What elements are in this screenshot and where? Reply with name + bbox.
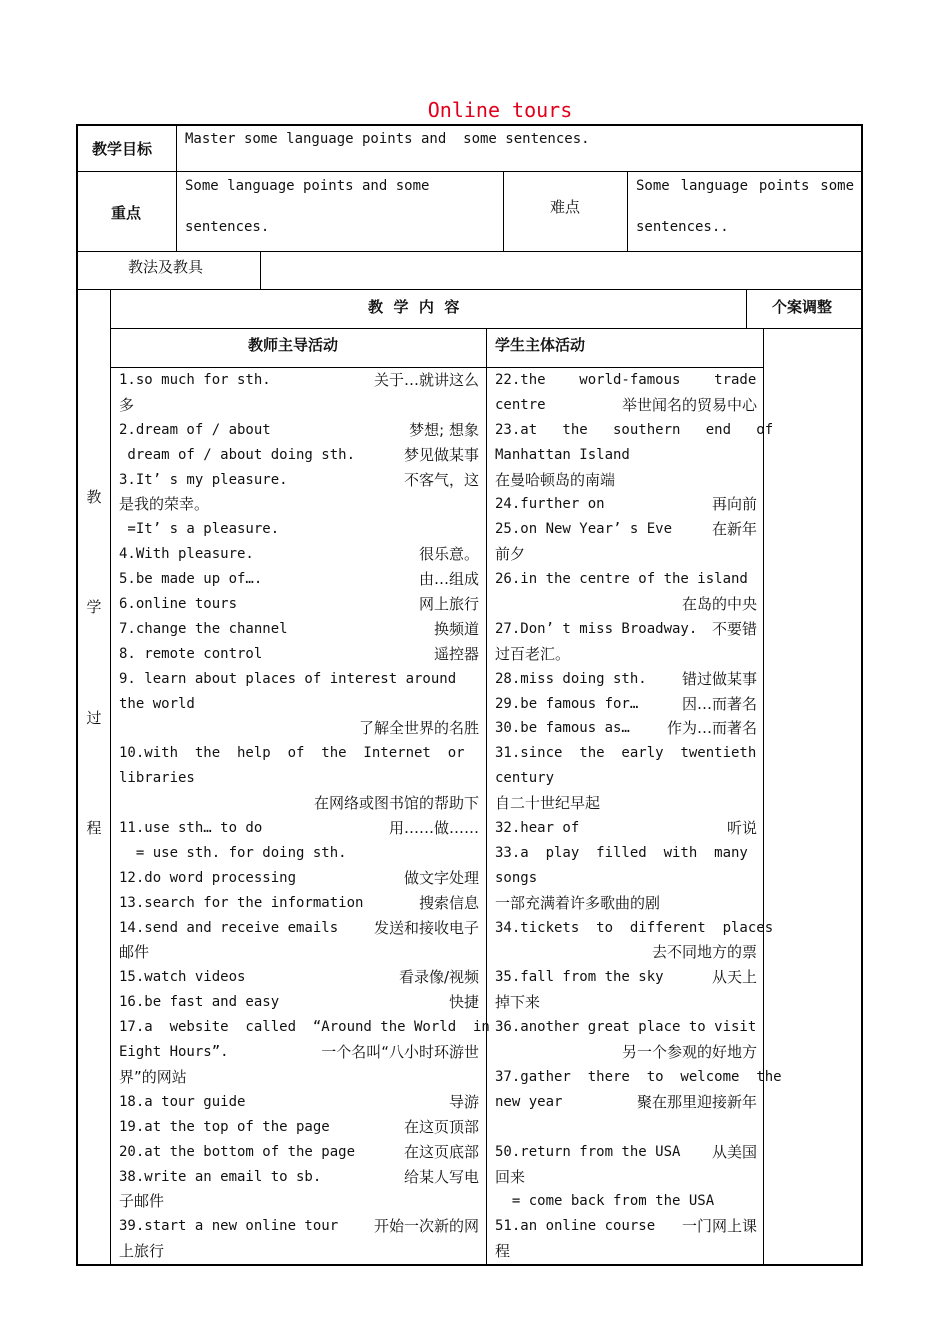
list-item-text: 邮件 (119, 943, 150, 962)
table-border-right (861, 124, 863, 1266)
list-item (119, 916, 479, 941)
list-item (495, 542, 757, 567)
list-item (119, 866, 479, 891)
list-item-text: new year (495, 1093, 563, 1110)
key-text-1: Some language points and some (185, 178, 430, 194)
list-item (495, 1015, 757, 1040)
list-item (495, 1140, 757, 1165)
list-item (495, 916, 774, 941)
side-label-1: 教 (86, 488, 102, 506)
list-item (495, 517, 757, 542)
list-item (495, 1189, 757, 1214)
list-item-translation: 开始一次新的网 (373, 1217, 479, 1236)
list-item-translation: 再向前 (711, 495, 757, 514)
list-item (495, 891, 757, 916)
list-item-text: 1.so much for sth. (119, 372, 271, 388)
list-item (119, 1189, 479, 1214)
list-item-text (495, 1044, 529, 1060)
list-item-translation: 很乐意。 (418, 545, 479, 564)
list-item-translation: 因…而著名 (681, 694, 757, 713)
col-divider-adjust (746, 289, 747, 329)
list-item (119, 766, 479, 791)
list-item (495, 1214, 757, 1239)
col-divider-methods (260, 251, 261, 290)
list-item-text: 19.at the top of the page (119, 1118, 330, 1135)
list-item (495, 716, 757, 741)
list-item-text: century (495, 770, 555, 787)
list-item-translation: 不要错 (711, 619, 757, 638)
adjust-header: 个案调整 (772, 298, 833, 316)
list-item (119, 1214, 479, 1239)
list-item-text: 一部充满着许多歌曲的剧 (495, 893, 661, 912)
list-item (119, 716, 479, 741)
list-item-text: 38.write an email to sb. (119, 1168, 322, 1185)
list-item (495, 940, 757, 965)
list-item-text: 24.further on (495, 496, 605, 513)
list-item-text: 33.a play filled with many (495, 844, 748, 861)
list-item (495, 990, 757, 1015)
list-item (119, 1165, 479, 1190)
list-item-translation: 不客气，这 (403, 470, 479, 489)
difficulty-text-2: sentences.. (636, 219, 729, 235)
list-item-translation: 导游 (448, 1092, 479, 1111)
list-item (119, 642, 479, 667)
list-item-translation: 去不同地方的票 (651, 943, 757, 962)
list-item-text: 20.at the bottom of the page (119, 1143, 356, 1160)
list-item-text: 5.be made up of…. (119, 571, 263, 588)
list-item-text: 36.another great place to visit (495, 1019, 757, 1036)
list-item (495, 617, 757, 642)
key-text-2: sentences. (185, 219, 270, 235)
list-item (495, 667, 757, 692)
list-item (119, 667, 479, 692)
list-item-translation: 在新年 (711, 520, 757, 539)
list-item-translation: 给某人写电 (403, 1167, 479, 1186)
student-activity-list (495, 368, 782, 1264)
list-item (495, 816, 757, 841)
list-item (119, 1040, 479, 1065)
col-divider-adjust-lower (763, 328, 764, 1266)
teacher-header: 教师主导活动 (248, 336, 339, 354)
list-item (119, 741, 479, 766)
list-item-text: songs (495, 869, 538, 886)
list-item-text: libraries (119, 770, 195, 787)
list-item-text: Eight Hours”. (119, 1044, 229, 1061)
list-item-translation: 另一个参观的好地方 (621, 1043, 757, 1062)
list-item-translation: 快捷 (448, 993, 479, 1012)
list-item-translation: 关于…就讲这么 (373, 371, 479, 389)
list-item-translation: 梦想; 想象 (409, 420, 479, 439)
list-item-text: 17.a website called “Around the World in (119, 1019, 490, 1036)
list-item (495, 1090, 757, 1115)
list-item-text: 7.change the channel (119, 620, 288, 637)
student-header: 学生主体活动 (495, 336, 586, 354)
list-item-text: 是我的荣幸。 (119, 495, 210, 514)
list-item (495, 692, 757, 717)
list-item-text: 界”的网站 (119, 1067, 187, 1086)
list-item (495, 1040, 757, 1065)
list-item-translation: 在这页顶部 (403, 1117, 479, 1136)
col-divider-diff (627, 171, 628, 252)
list-item-text: 13.search for the information (119, 894, 364, 911)
list-item-text: 程 (495, 1242, 511, 1261)
list-item-text: 6.online tours (119, 596, 238, 613)
list-item (119, 443, 479, 468)
list-item (495, 443, 757, 468)
list-item-text: 26.in the centre of the island (495, 571, 748, 588)
list-item-translation: 听说 (726, 819, 757, 838)
list-item-text: 多 (119, 395, 135, 414)
list-item (119, 418, 479, 443)
goal-text: Master some language points and some sentences. (185, 131, 590, 147)
list-item-text: 35.fall from the sky (495, 969, 664, 986)
col-divider-side (110, 289, 111, 1266)
content-header: 教 学 内 容 (368, 298, 460, 316)
page-title: Online tours (427, 98, 573, 122)
list-item-translation: 了解全世界的名胜 (358, 719, 479, 738)
row-divider-2 (76, 251, 863, 252)
list-item-text: 8. remote control (119, 645, 263, 662)
side-label-4: 程 (86, 819, 102, 837)
list-item-translation: 一个名叫“八小时环游世 (321, 1043, 479, 1062)
list-item-text: =It’ s a pleasure. (119, 521, 280, 538)
list-item (119, 692, 479, 717)
list-item (119, 592, 479, 617)
list-item-text: 回来 (495, 1167, 526, 1186)
table-border-left (76, 124, 78, 1266)
table-border-bottom (76, 1264, 863, 1266)
difficulty-label: 难点 (550, 198, 581, 216)
list-item-text: centre (495, 396, 555, 413)
list-item (119, 940, 479, 965)
list-item (495, 1115, 757, 1140)
list-item-text: 39.start a new online tour (119, 1218, 339, 1235)
list-item-translation: 看录像/视频 (398, 968, 479, 987)
list-item-translation: 做文字处理 (403, 868, 479, 887)
col-divider-goal (176, 124, 177, 252)
list-item-translation: 从美国 (711, 1142, 757, 1161)
list-item (119, 965, 479, 990)
list-item-text: 34.tickets to different places (495, 919, 774, 936)
list-item-text (495, 596, 529, 612)
list-item-text: 32.hear of (495, 820, 588, 837)
list-item-text: 30.be famous as… (495, 720, 630, 737)
list-item (119, 368, 479, 393)
list-item-text: 25.on New Year’ s Eve (495, 521, 673, 538)
col-divider-key (503, 171, 504, 252)
list-item-text (495, 944, 529, 960)
list-item-text: 掉下来 (495, 993, 541, 1012)
list-item (495, 492, 757, 517)
list-item (119, 791, 479, 816)
list-item (495, 841, 757, 866)
list-item-text: 50.return from the USA (495, 1143, 681, 1160)
list-item (119, 841, 479, 866)
list-item-text: = come back from the USA (495, 1193, 715, 1210)
list-item (495, 1165, 757, 1190)
list-item-text: 自二十世纪早起 (495, 794, 601, 813)
list-item (495, 866, 757, 891)
list-item-text: 3.It’ s my pleasure. (119, 471, 288, 488)
list-item-translation: 聚在那里迎接新年 (636, 1092, 757, 1111)
list-item (119, 617, 479, 642)
list-item (495, 418, 774, 443)
list-item-text: dream of / about doing sth. (119, 446, 356, 463)
list-item-text: 28.miss doing sth. (495, 670, 647, 687)
list-item-translation: 遥控器 (433, 644, 479, 663)
list-item-text: 子邮件 (119, 1192, 165, 1211)
list-item (495, 1239, 757, 1264)
list-item-text: 14.send and receive emails (119, 919, 339, 936)
list-item-translation: 作为…而著名 (666, 719, 757, 738)
list-item-text: 过百老汇。 (495, 644, 571, 663)
list-item-text: 12.do word processing (119, 869, 297, 886)
list-item (119, 1239, 479, 1264)
list-item (119, 1115, 479, 1140)
list-item-translation: 搜索信息 (418, 893, 479, 912)
list-item (495, 791, 757, 816)
list-item (119, 1065, 479, 1090)
list-item (495, 368, 757, 393)
key-label: 重点 (111, 204, 142, 222)
list-item-translation: 梦见做某事 (403, 445, 479, 464)
list-item-translation: 错过做某事 (681, 669, 757, 688)
list-item-text: 22.the world-famous trade (495, 372, 757, 388)
list-item-text: = use sth. for doing sth. (119, 844, 347, 861)
row-divider-3 (76, 289, 863, 290)
list-item-text: 前夕 (495, 545, 526, 564)
col-divider-activity (486, 328, 487, 1266)
list-item-text: 16.be fast and easy (119, 994, 280, 1011)
list-item (495, 642, 757, 667)
list-item (495, 766, 757, 791)
list-item (119, 990, 479, 1015)
list-item (495, 741, 757, 766)
list-item (495, 965, 757, 990)
list-item-text: 10.with the help of the Internet or (119, 745, 465, 762)
difficulty-text-1: Some language points some (636, 178, 854, 194)
list-item-translation: 换频道 (433, 619, 479, 638)
list-item-text: 29.be famous for… (495, 695, 639, 712)
list-item-text: 18.a tour guide (119, 1093, 246, 1110)
list-item (119, 542, 479, 567)
list-item-translation: 在这页底部 (403, 1142, 479, 1161)
list-item (119, 1090, 479, 1115)
list-item (119, 816, 479, 841)
list-item (119, 1140, 479, 1165)
table-border-top (76, 124, 863, 126)
list-item (119, 492, 479, 517)
list-item-text: Manhattan Island (495, 446, 630, 463)
list-item-translation: 由…组成 (418, 570, 479, 589)
list-item-text: 27.Don’ t miss Broadway. (495, 620, 698, 637)
list-item-text: 9. learn about places of interest around (119, 670, 457, 687)
list-item-translation: 发送和接收电子 (373, 918, 479, 937)
list-item (495, 1065, 782, 1090)
list-item-text: 2.dream of / about (119, 421, 271, 438)
teacher-activity-list (119, 368, 490, 1264)
list-item-text: 23.at the southern end of (495, 421, 774, 438)
list-item-translation: 一门网上课 (681, 1217, 757, 1236)
list-item-translation: 用……做…… (388, 819, 479, 838)
goal-label: 教学目标 (92, 140, 153, 158)
list-item (119, 393, 479, 418)
list-item (119, 891, 479, 916)
methods-label: 教法及教具 (128, 258, 204, 276)
list-item-text: 51.an online course (495, 1218, 656, 1235)
list-item-translation: 网上旅行 (418, 595, 479, 614)
list-item (119, 567, 479, 592)
list-item-text: 上旅行 (119, 1242, 165, 1261)
row-divider-1 (76, 171, 863, 172)
list-item (495, 567, 757, 592)
list-item-text: 31.since the early twentieth (495, 745, 757, 762)
list-item (119, 1015, 490, 1040)
list-item-translation: 在网络或图书馆的帮助下 (313, 794, 479, 813)
list-item-text: 在曼哈顿岛的南端 (495, 470, 616, 489)
list-item (495, 393, 757, 418)
side-label-3: 过 (86, 709, 102, 727)
side-label-2: 学 (86, 598, 102, 616)
list-item-text: 11.use sth… to do (119, 820, 263, 837)
list-item (495, 468, 757, 493)
list-item (119, 468, 479, 493)
list-item-text: 15.watch videos (119, 969, 246, 986)
list-item (119, 517, 479, 542)
list-item-translation: 举世闻名的贸易中心 (621, 395, 757, 414)
list-item (495, 592, 757, 617)
list-item-text: 4.With pleasure. (119, 546, 254, 563)
list-item-text: 37.gather there to welcome the (495, 1068, 782, 1085)
list-item-translation: 在岛的中央 (681, 595, 757, 614)
list-item-translation: 从天上 (711, 968, 757, 987)
list-item-text: the world (119, 695, 195, 712)
